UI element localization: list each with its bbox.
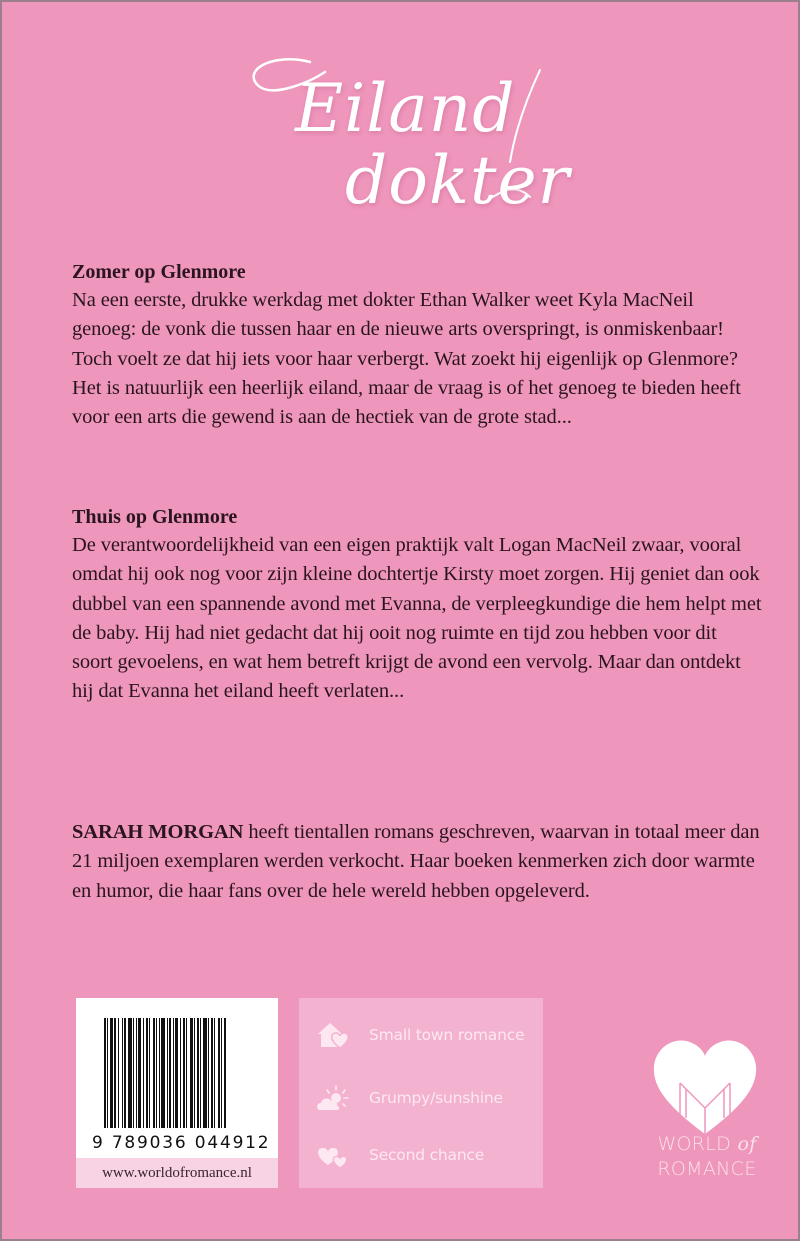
tag-second-chance (299, 1135, 543, 1175)
publisher-wordmark (650, 1132, 764, 1182)
tag-label: Second chance (369, 1146, 485, 1164)
story-2 (72, 503, 762, 707)
tag-small-town-romance (299, 1015, 543, 1055)
book-title (240, 42, 571, 222)
cloud-sun-icon (315, 1083, 351, 1113)
author-bio-body: heeft tientallen romans geschreven, waarvan in totaal meer dan 21 miljoen exemplaren werden verkocht. Haar boeken kenmerken zich door warmte en humor, die haar fans over de hele wereld hebben opgeleverd. (72, 821, 760, 902)
tag-grumpy-sunshine (299, 1078, 543, 1118)
story-2-body: De verantwoordelijkheid van een eigen praktijk valt Logan MacNeil zwaar, vooral omdat hij ook nog voor zijn kleine dochtertje Kirsty moet zorgen. Hij geniet dan ook dubbel van een spannende avond met Evanna, de verpleegkundige die hem helpt met de baby. Hij had niet gedacht dat hij ooit nog ruimte en tijd zou hebben voor dit soort gevoelens, en wat hem betreft krijgt de avond een vervolg. Maar dan ontdekt hij dat Evanna het eiland heeft verlaten... (72, 534, 762, 703)
title-line-1: Eiland (295, 70, 516, 147)
barcode-icon (104, 1018, 258, 1128)
tag-label: Grumpy/sunshine (369, 1089, 503, 1107)
two-hearts-icon (315, 1140, 351, 1170)
author-bio-text (72, 818, 762, 906)
author-bio (72, 818, 762, 906)
tag-label: Small town romance (369, 1026, 525, 1044)
author-name: SARAH MORGAN (72, 821, 244, 843)
title-line-2: dokter (345, 142, 571, 219)
trope-tags-panel (299, 998, 543, 1188)
website-link[interactable]: www.worldofromance.nl (76, 1158, 278, 1188)
isbn-number: 9 789036 044912 (92, 1133, 271, 1153)
story-1-heading: Zomer op Glenmore (72, 261, 246, 283)
publisher-line-2: ROMANCE (657, 1158, 757, 1180)
barcode-panel (76, 998, 278, 1188)
story-1-body: Na een eerste, drukke werkdag met dokter Ethan Walker weet Kyla MacNeil genoeg: de vonk die tussen haar en de nieuwe arts overspringt, is onmiskenbaar! Toch voelt ze dat hij iets voor haar verbergt. Wat zoekt hij eigenlijk op Glenmore? Het is natuurlijk een heerlijk eiland, maar de vraag is of het genoeg te bieden heeft voor een arts die gewend is aan de hectiek van de grote stad... (72, 289, 741, 429)
story-2-heading: Thuis op Glenmore (72, 506, 238, 528)
story-1 (72, 258, 762, 432)
publisher-line-1: WORLD of (657, 1133, 757, 1155)
house-heart-icon (315, 1020, 351, 1050)
